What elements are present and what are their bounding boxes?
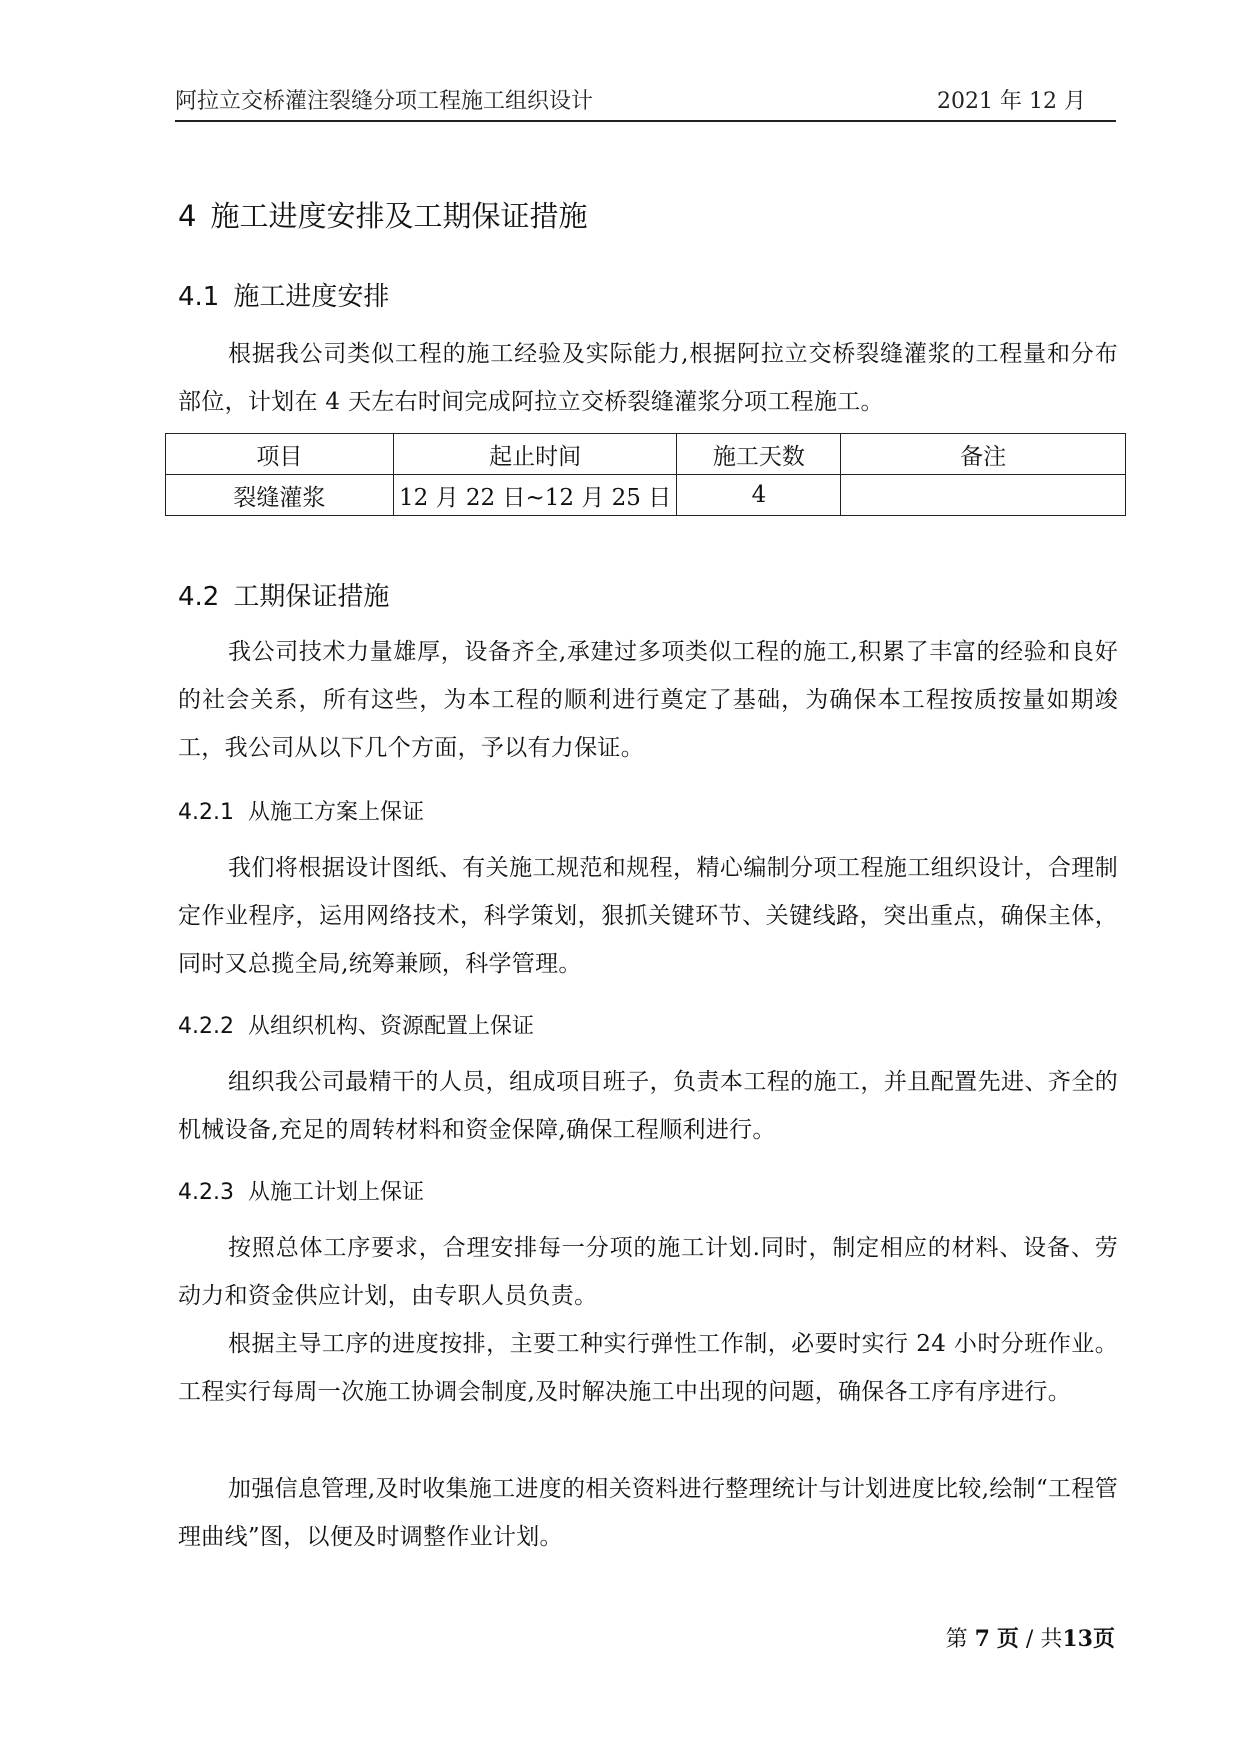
schedule-table: [165, 433, 1126, 516]
section-4-2-paragraph: 我公司技术力量雄厚，设备齐全,承建过多项类似工程的施工,积累了丰富的经验和良好的社会关系，所有这些，为本工程的顺利进行奠定了基础，为确保本工程按质按量如期竣工，我公司从以下几个方面，予以有力保证。: [178, 639, 1118, 761]
table-cell: [841, 475, 1126, 516]
section-title: 从组织机构、资源配置上保证: [247, 1014, 534, 1039]
table-row: [166, 475, 1126, 516]
section-number: 4.2.2: [178, 1014, 234, 1039]
section-4-2-3-heading: [178, 1175, 424, 1206]
table-header-cell: 项目: [166, 434, 394, 475]
section-4-2-1-heading: [178, 795, 424, 826]
section-4-2-1-paragraph: 我们将根据设计图纸、有关施工规范和规程，精心编制分项工程施工组织设计，合理制定作业程序，运用网络技术，科学策划，狠抓关键环节、关键线路，突出重点，确保主体，同时又总揽全局,统筹兼顾，科学管理。: [178, 855, 1118, 977]
section-title: 工期保证措施: [233, 582, 390, 612]
table-header-cell: 备注: [841, 434, 1126, 475]
footer-total-unit: 页: [1092, 1626, 1115, 1652]
table-cell: 12 月 22 日~12 月 25 日: [393, 475, 677, 516]
section-number: 4.2.1: [178, 800, 234, 825]
total-pages-number: 13: [1062, 1626, 1093, 1652]
footer-total-prefix: 共: [1040, 1627, 1063, 1652]
section-number: 4.2: [178, 582, 220, 612]
page-footer: [946, 1622, 1115, 1653]
section-4-heading: [178, 194, 587, 235]
section-4-2-3-paragraph-3: 加强信息管理,及时收集施工进度的相关资料进行整理统计与计划进度比较,绘制“工程管理曲线”图，以便及时调整作业计划。: [178, 1476, 1118, 1550]
section-4-1-paragraph: 根据我公司类似工程的施工经验及实际能力,根据阿拉立交桥裂缝灌浆的工程量和分布部位，计划在 4 天左右时间完成阿拉立交桥裂缝灌浆分项工程施工。: [178, 341, 1118, 415]
section-4-2-2-paragraph: 组织我公司最精干的人员，组成项目班子，负责本工程的施工，并且配置先进、齐全的机械设备,充足的周转材料和资金保障,确保工程顺利进行。: [178, 1069, 1118, 1143]
footer-prefix: 第: [945, 1627, 968, 1652]
section-4-2-heading: [178, 576, 389, 613]
section-number: 4: [178, 199, 197, 233]
section-4-2-3-paragraph-2: 根据主导工序的进度按排，主要工种实行弹性工作制，必要时实行 24 小时分班作业。工程实行每周一次施工协调会制度,及时解决施工中出现的问题，确保各工序有序进行。: [178, 1331, 1118, 1405]
section-number: 4.2.3: [178, 1180, 234, 1205]
page-header: [175, 86, 1116, 122]
table-cell: 4: [677, 475, 841, 516]
table-header-row: [166, 434, 1126, 475]
section-4-2-2-heading: [178, 1009, 534, 1040]
header-date: 2021 年 12 月: [937, 89, 1086, 114]
footer-separator: /: [1025, 1627, 1034, 1652]
section-title: 从施工计划上保证: [247, 1180, 424, 1205]
section-4-2-3-paragraph-1: 按照总体工序要求，合理安排每一分项的施工计划.同时，制定相应的材料、设备、劳动力和资金供应计划，由专职人员负责。: [178, 1235, 1118, 1309]
section-title: 从施工方案上保证: [247, 800, 424, 825]
table-header-cell: 起止时间: [393, 434, 677, 475]
header-title: 阿拉立交桥灌注裂缝分项工程施工组织设计: [175, 89, 594, 114]
section-title: 施工进度安排: [233, 282, 390, 312]
table-header-cell: 施工天数: [677, 434, 841, 475]
current-page-number: 7: [974, 1626, 990, 1652]
section-number: 4.1: [178, 282, 220, 312]
footer-page-unit: 页: [996, 1626, 1019, 1652]
section-title: 施工进度安排及工期保证措施: [210, 199, 588, 233]
table-cell: 裂缝灌浆: [166, 475, 394, 516]
section-4-1-heading: [178, 276, 389, 313]
